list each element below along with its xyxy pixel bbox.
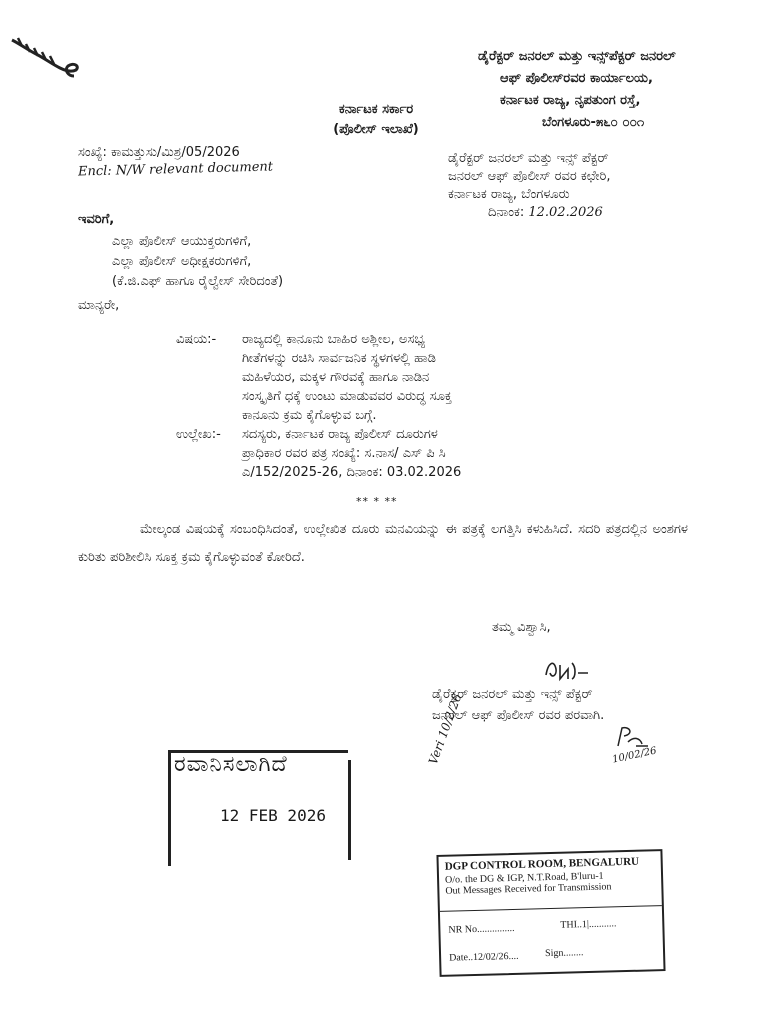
government-heading (296, 100, 456, 140)
subject-line: ಗೀತೆಗಳನ್ನು ರಚಿಸಿ ಸಾರ್ವಜನಿಕ ಸ್ಥಳಗಳಲ್ಲಿ ಹಾಡಿ (242, 351, 436, 366)
issue-date-label: ದಿನಾಂಕ: (488, 205, 525, 220)
initial-signature-icon (612, 724, 652, 750)
initial-date: 10/02/26 (611, 745, 658, 766)
subject-label: ವಿಷಯ:- (176, 332, 217, 347)
subject-text (242, 330, 606, 425)
subject-row (176, 330, 606, 425)
subject-line: ಮಹಿಳೆಯರ, ಮಕ್ಕಳ ಗೌರವಕ್ಕೆ ಹಾಗೂ ನಾಡಿನ (242, 370, 430, 385)
department-name: (ಪೊಲೀಸ್ ಇಲಾಖೆ) (333, 122, 419, 137)
closing: ತಮ್ಮ ವಿಶ್ವಾಸಿ, (492, 620, 551, 635)
signatory-line: ಡೈರೆಕ್ಟರ್ ಜನರಲ್ ಮತ್ತು ಇನ್ಸ್ ಪೆಕ್ಟರ್ (432, 687, 593, 702)
despatch-label: ರವಾನಿಸಲಾಗಿದೆ (174, 752, 288, 777)
control-room-nr: NR No............... (448, 922, 515, 936)
recipient-list (112, 232, 283, 292)
control-room-date: Date..12/02/26.... (449, 950, 519, 964)
verification-note: Veri 10/2/26 (425, 691, 465, 767)
subject-line: ಸಂಸ್ಕೃತಿಗೆ ಧಕ್ಕೆ ಉಂಟು ಮಾಡುವವರ ವಿರುದ್ಧ ಸೂಕ್ತ (242, 389, 452, 404)
control-room-subtitle: O/o. the DG & IGP, N.T.Road, B'luru-1 (444, 870, 604, 886)
despatch-stamp (168, 750, 354, 866)
control-room-sign: Sign........ (544, 947, 584, 960)
salutation: ಮಾನ್ಯರೇ, (78, 298, 120, 313)
office-address-line: ಕರ್ನಾಟಕ ರಾಜ್ಯ, ನೃಪತುಂಗ ರಸ್ತೆ, (500, 93, 641, 108)
control-room-thi: THI..1|........... (560, 918, 617, 931)
to-label: ಇವರಿಗೆ, (78, 212, 115, 227)
stamp-border (348, 760, 351, 860)
office-address-line: ಬೆಂಗಳೂರು-೫೬೦ ೦೦೧ (542, 115, 645, 130)
despatch-date: 12 FEB 2026 (220, 806, 326, 825)
office-address-line: ಡೈರೆಕ್ಟರ್ ಜನರಲ್ ಮತ್ತು ಇನ್ಸ್‌ಪೆಕ್ಟರ್ ಜನರಲ್ (478, 49, 676, 64)
signatory-line: ಜನರಲ್ ಆಫ್ ಪೊಲೀಸ್ ರವರ ಪರವಾಗಿ. (432, 708, 605, 723)
section-separator: ** * ** (356, 495, 398, 508)
reference-line: ಸದಸ್ಯರು, ಕರ್ನಾಟಕ ರಾಜ್ಯ ಪೊಲೀಸ್ ದೂರುಗಳ (242, 427, 438, 442)
government-name: ಕರ್ನಾಟಕ ಸರ್ಕಾರ (338, 102, 414, 117)
issuer-line: ಜನರಲ್ ಆಫ್ ಪೊಲೀಸ್ ರವರ ಕಛೇರಿ, (448, 169, 611, 184)
enclosure-note: Encl: N/W relevant document (77, 159, 274, 180)
control-room-stamp (436, 849, 665, 977)
initial-mark (611, 724, 658, 766)
subject-line: ರಾಜ್ಯದಲ್ಲಿ ಕಾನೂನು ಬಾಹಿರ ಅಶ್ಲೀಲ, ಅಸಭ್ಯ (242, 332, 426, 347)
office-address (478, 46, 758, 134)
recipient-line: ಎಲ್ಲಾ ಪೊಲೀಸ್ ಆಯುಕ್ತರುಗಳಿಗೆ, (112, 234, 252, 249)
reference-label: ಉಲ್ಲೇಖ:- (176, 427, 221, 442)
reference-row (176, 425, 606, 482)
recipient-line: ಎಲ್ಲಾ ಪೊಲೀಸ್ ಅಧೀಕ್ಷಕರುಗಳಿಗೆ, (112, 254, 252, 269)
issuer-line: ಕರ್ನಾಟಕ ರಾಜ್ಯ, ಬೆಂಗಳೂರು (448, 187, 570, 202)
scribble-mark-icon (10, 36, 82, 80)
reference-text (242, 425, 606, 482)
control-room-message: Out Messages Received for Transmission (445, 881, 612, 897)
issue-date (448, 204, 748, 222)
subject-line: ಕಾನೂನು ಕ್ರಮ ಕೈಗೊಳ್ಳುವ ಬಗ್ಗೆ. (242, 408, 377, 423)
reference-line: ಪ್ರಾಧಿಕಾರ ರವರ ಪತ್ರ ಸಂಖ್ಯೆ: ಸ.ನಾಸ/ ಎಸ್ ಪಿ ಸಿ (242, 446, 446, 461)
office-address-line: ಆಫ್ ಪೊಲೀಸ್‌ರವರ ಕಾರ್ಯಾಲಯ, (500, 71, 653, 86)
recipient-line: (ಕೆ.ಜಿ.ಎಫ್ ಹಾಗೂ ರೈಲ್ವೇಸ್ ಸೇರಿದಂತೆ) (112, 274, 284, 289)
control-room-header (445, 856, 640, 897)
reference-line: ಎ/152/2025-26, ದಿನಾಂಕ: 03.02.2026 (242, 465, 462, 480)
issuer-line: ಡೈರೆಕ್ಟರ್ ಜನರಲ್ ಮತ್ತು ಇನ್ಸ್ ಪೆಕ್ಟರ್ (448, 151, 609, 166)
signature-icon (542, 655, 592, 683)
issuer-block (448, 150, 748, 222)
stamp-divider (440, 905, 662, 912)
control-room-title: DGP CONTROL ROOM, BENGALURU (444, 855, 640, 873)
subject-block (176, 330, 606, 482)
issue-date-value: 12.02.2026 (528, 205, 603, 220)
body-paragraph: ಮೇಲ್ಕಂಡ ವಿಷಯಕ್ಕೆ ಸಂಬಂಧಿಸಿದಂತೆ, ಉಲ್ಲೇಖಿತ ದೂರು ಮನವಿಯನ್ನು ಈ ಪತ್ರಕ್ಕೆ ಲಗತ್ತಿಸಿ ಕಳುಹಿಸಿದೆ. ಸದರಿ ಪತ್ರದಲ್ಲಿನ ಅಂಶಗಳ ಕುರಿತು ಪರಿಶೀಲಿಸಿ ಸೂಕ್ತ ಕ್ರಮ ಕೈಗೊಳ್ಳುವಂತೆ ಕೋರಿದೆ. (78, 522, 688, 565)
reference-number: ಸಂಖ್ಯೆ: ಕಾಮತ್ತುಸು/ಮಿಶ್ರ/05/2026 (78, 145, 240, 160)
